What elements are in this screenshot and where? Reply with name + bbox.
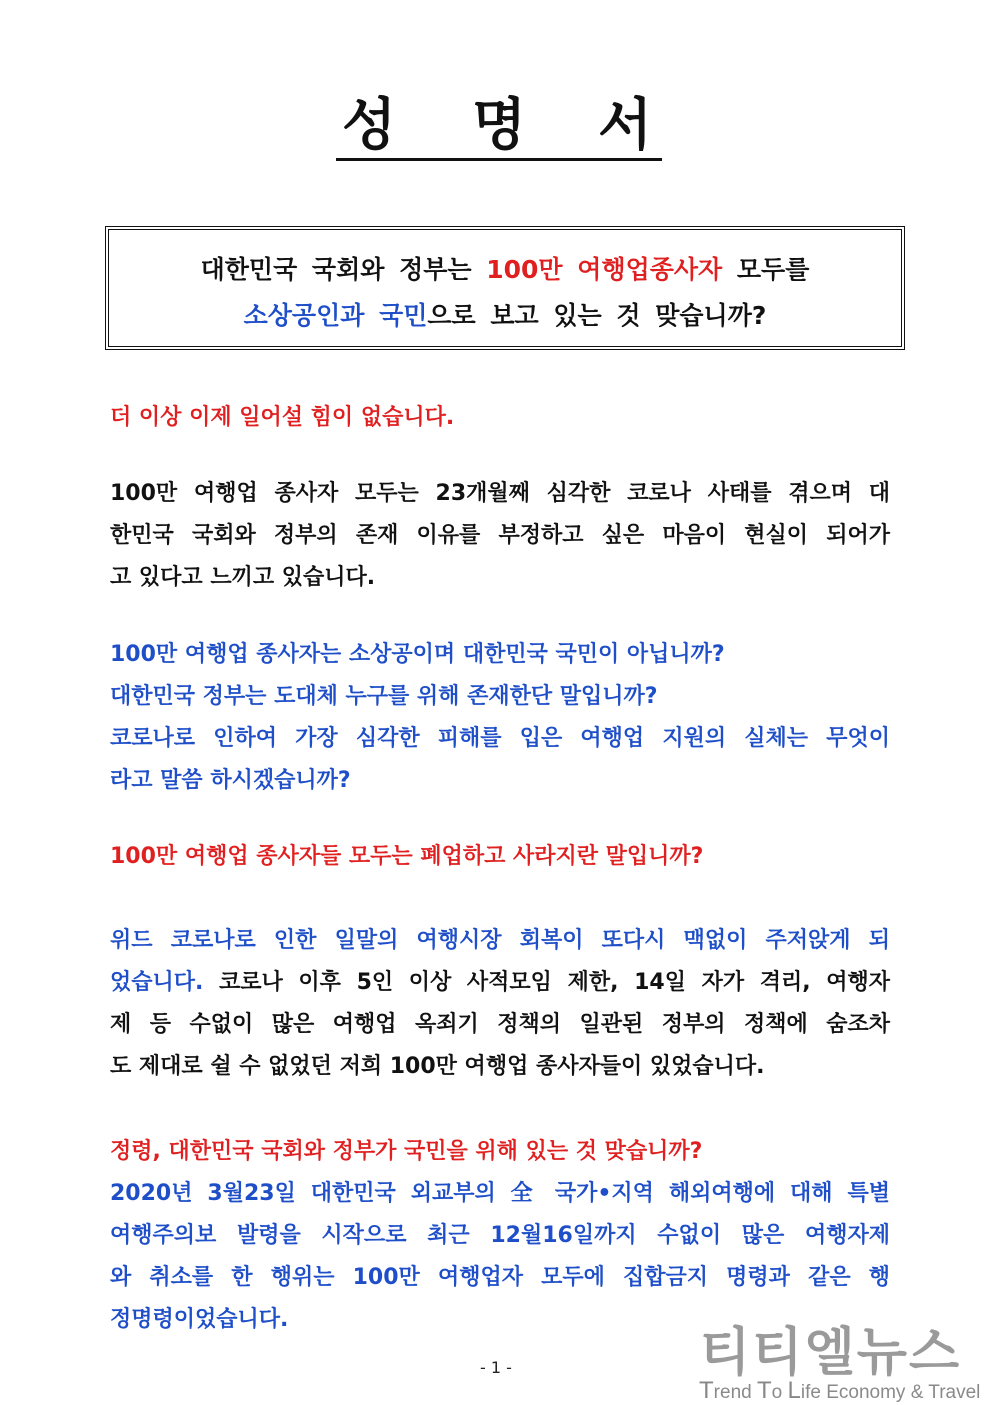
paragraph-line: 정령, 대한민국 국회와 정부가 국민을 위해 있는 것 맞습니까?: [110, 1139, 703, 1164]
paragraph-line: 여행주의보 발령을 시작으로 최근 12월16일까지 수없이 많은 여행자제: [110, 1223, 890, 1248]
tagline-initial: T: [756, 1377, 772, 1404]
document-title: [336, 92, 662, 161]
tagline-text: o: [771, 1382, 788, 1403]
paragraph-fragment: 코로나 이후 5인 이상 사적모임 제한, 14일 자가 격리, 여행자: [203, 970, 890, 995]
headline-highlight: 100만 여행업종사자: [486, 255, 723, 284]
tagline-text: rend: [713, 1382, 757, 1403]
paragraph-line: 도 제대로 쉴 수 없었던 저희 100만 여행업 종사자들이 있었습니다.: [110, 1054, 765, 1079]
paragraph-fragment: 었습니다.: [110, 970, 204, 995]
headline-text: 모두를: [722, 255, 810, 284]
headline-text: 으로 보고 있는 것 맞습니까?: [427, 301, 767, 330]
tagline-initial: L: [787, 1377, 801, 1404]
paragraph-4: [110, 836, 890, 878]
tagline-text: ife Economy & Travel: [800, 1382, 981, 1403]
paragraph-line: 고 있다고 느끼고 있습니다.: [110, 565, 376, 590]
headline-text: 대한민국 국회와 정부는: [200, 255, 487, 284]
headline-line-1: [109, 250, 901, 286]
paragraph-line: 라고 말씀 하시겠습니까?: [110, 768, 351, 793]
paragraph-line: 제 등 수없이 많은 여행업 옥죄기 정책의 일관된 정부의 정책에 숨조차: [110, 1012, 890, 1037]
paragraph-3: [110, 634, 890, 802]
paragraph-1: [110, 397, 890, 439]
paragraph-line: 100만 여행업 종사자들 모두는 폐업하고 사라지란 말입니까?: [110, 844, 704, 869]
paragraph-line: 위드 코로나로 인한 일말의 여행시장 회복이 또다시 맥없이 주저앉게 되: [110, 928, 890, 953]
paragraph-line: 코로나로 인하여 가장 심각한 피해를 입은 여행업 지원의 실체는 무엇이: [110, 726, 890, 751]
headline-box: [108, 229, 902, 347]
paragraph-line: 정명령이었습니다.: [110, 1307, 289, 1332]
paragraph-line: 와 취소를 한 행위는 100만 여행업자 모두에 집합금지 명령과 같은 행: [110, 1265, 890, 1290]
watermark-tagline: [699, 1377, 980, 1405]
watermark-logo: 티티엘뉴스: [700, 1323, 962, 1383]
page-number: - 1 -: [480, 1358, 512, 1377]
paragraph-5: [110, 920, 890, 1088]
title-char: 성: [342, 93, 397, 158]
paragraph-line: 더 이상 이제 일어설 힘이 없습니다.: [110, 405, 455, 430]
paragraph-line: 한민국 국회와 정부의 존재 이유를 부정하고 싶은 마음이 현실이 되어가: [110, 523, 890, 548]
paragraph-2: [110, 473, 890, 599]
title-char: 서: [598, 93, 653, 158]
paragraph-line: 2020년 3월23일 대한민국 외교부의 全 국가•지역 해외여행에 대해 특별: [110, 1181, 890, 1206]
title-char: 명: [472, 93, 527, 158]
paragraph-line: [110, 962, 890, 1004]
paragraph-line: 100만 여행업 종사자 모두는 23개월째 심각한 코로나 사태를 겪으며 대: [110, 481, 890, 506]
paragraph-line: 대한민국 정부는 도대체 누구를 위해 존재한단 말입니까?: [110, 684, 658, 709]
tagline-initial: T: [699, 1377, 714, 1404]
paragraph-line: 100만 여행업 종사자는 소상공이며 대한민국 국민이 아닙니까?: [110, 642, 725, 667]
headline-highlight: 소상공인과 국민: [243, 301, 428, 330]
headline-line-2: [109, 296, 901, 332]
